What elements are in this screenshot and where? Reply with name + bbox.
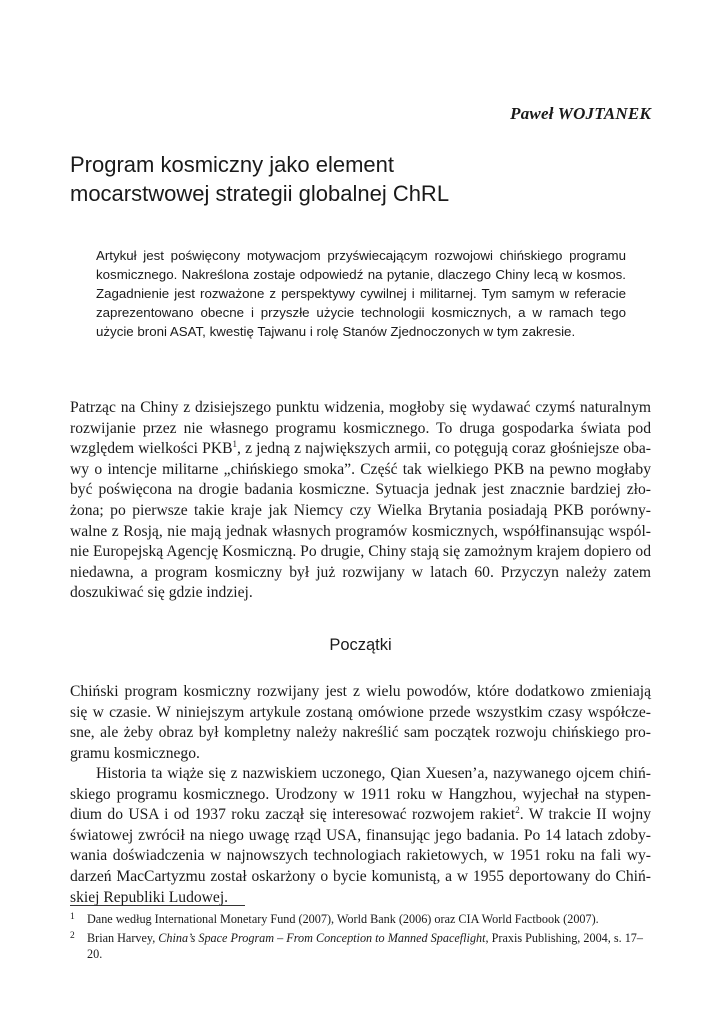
footnote-text: Dane według International Monetary Fund (2007), World Bank (2006) oraz CIA World Factbook (2007). — [87, 912, 599, 926]
abstract: Artykuł jest poświęcony motywacjom przyświecającym rozwojowi chińskiego programu kosmicznego. Nakreślona zostaje odpowiedź na pytanie, dlaczego Chiny lecą w kosmos. Zagadnienie jest rozważone z perspektywy cywilnej i militarnej. Tym samym w referacie zaprezentowano obecne i przyszłe użycie technologii kosmicznych, a w ramach tego użycie broni ASAT, kwestię Tajwanu i rolę Stanów Zjednoczonych w tym zakresie. — [96, 248, 626, 339]
paragraph-1-text-a: Patrząc na Chiny z dzisiejszego punktu widzenia, mogłoby się wydawać czymś naturalnym rozwijanie przez nie własnego programu kosmicznego. To druga gospodarka świata pod względem wielkości PKB — [70, 399, 651, 458]
paragraph-1-text-b: , z jedną z największych armii, co potęgują coraz głośniejsze obawy o intencje militarne „chińskiego smoka”. Część tak wielkiego PKB na pewno mogłaby być poświęcona na drogie badania kosmiczne. Sytuacja jednak jest znacznie bardziej złożona; po pierwsze takie kraje jak Niemcy czy Wielka Brytania posiadają PKB porównywalne z Rosją, nie mają jednak własnych programów kosmicznych, współfinansując wspólnie Europejską Agencję Kosmiczną. Po drugie, Chiny stają się zamożnym krajem dopiero od niedawna, a program kosmiczny był już rozwijany w latach 60. Przyczyn należy zatem doszukiwać się gdzie indziej. — [70, 440, 651, 602]
paragraph-3-text-b: . W trakcie II wojny światowej zwrócił na niego uwagę rząd USA, finansując jego badania. Po 14 latach zdobywania doświadczenia w najnowszych technologiach rakietowych, w 1951 roku na fali wydarzeń MacCartyzmu został oskarżony o bycie komunistą, a w 1955 deportowany do Chińskiej Republiki Ludowej. — [70, 806, 651, 906]
paragraph-3-text-a: Historia ta wiąże się z nazwiskiem uczonego, Qian Xuesen’a, nazywanego ojcem chińskiego programu kosmicznego. Urodzony w 1911 roku w Hangzhou, wyjechał na stypendium do USA i od 1937 roku zaczął się interesować rozwojem rakiet — [70, 765, 651, 824]
footnote-2 — [70, 930, 651, 963]
footnote-book-title: China’s Space Program – From Conception to Manned Spaceflight — [158, 930, 486, 945]
body-paragraph-1 — [70, 398, 651, 604]
title-line-2: mocarstwowej strategii globalnej ChRL — [70, 181, 450, 206]
footnotes — [70, 911, 651, 965]
footnote-1 — [70, 911, 651, 928]
body-paragraph-3 — [70, 764, 651, 908]
footnote-separator — [70, 905, 245, 906]
body-paragraph-2: Chiński program kosmiczny rozwijany jest z wielu powodów, które dodatkowo zmieniają się w czasie. W niniejszym artykule zostaną omówione przede wszystkim czasy współczesne, ale żeby obraz był kompletny należy nakreślić sam początek rozwoju chińskiego programu kosmicznego. — [70, 683, 651, 762]
footnote-text: , Praxis Publishing, 2004, s. 17–20. — [87, 930, 643, 961]
footnote-ref-2[interactable]: 2 — [515, 805, 520, 815]
author-name: Paweł WOJTANEK — [510, 104, 651, 123]
footnote-number: 2 — [70, 930, 75, 941]
footnote-number: 1 — [70, 912, 75, 922]
section-heading: Początki — [329, 636, 392, 654]
footnote-text: Brian Harvey, — [87, 930, 159, 945]
article-title — [70, 150, 630, 208]
title-line-1: Program kosmiczny jako element — [70, 152, 395, 177]
footnote-ref-1[interactable]: 1 — [232, 439, 238, 449]
